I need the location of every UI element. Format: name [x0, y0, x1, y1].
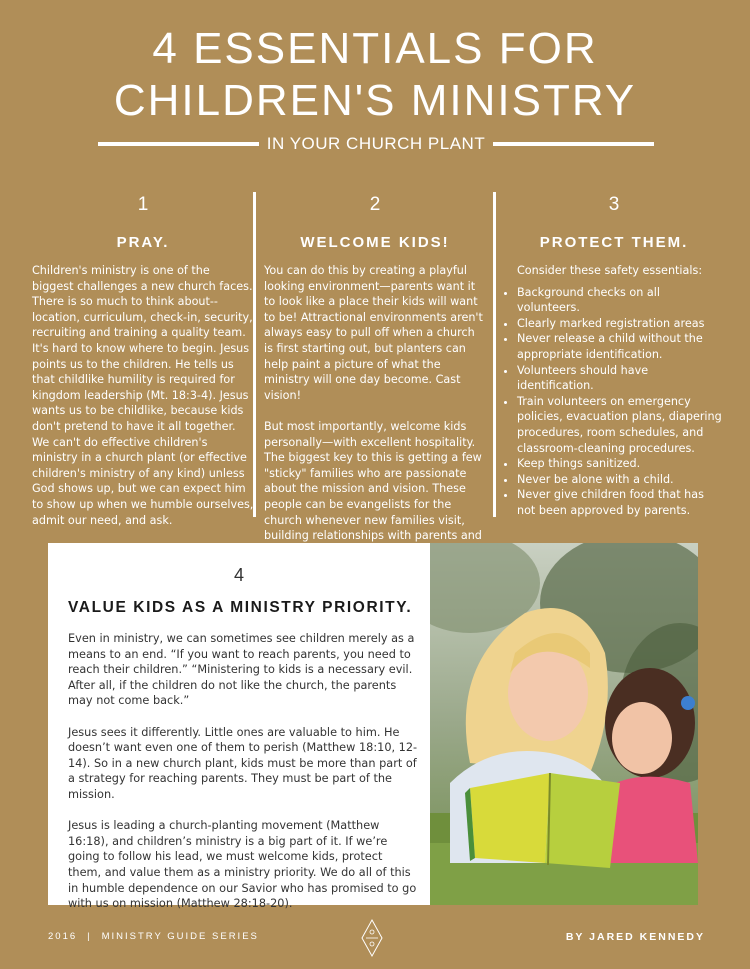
footer-series [48, 931, 259, 942]
column-divider [253, 192, 256, 517]
section-body [32, 263, 254, 528]
page-title-line-1: 4 ESSENTIALS FOR [152, 24, 598, 73]
photo-illustration [430, 543, 698, 905]
paragraph: Children's ministry is one of the biggest challenges a new church faces. There is so much to think about--location, curriculum, check-in, security, recruiting and training a quality team. It's hard to know where to begin. Jesus points us to the children. He tells us that childlike humility is required for kingdom leadership (Mt. 18:3-4). Jesus wants us to be childlike, because kids don't pretend to have it all together. We can't do effective children's ministry in a church plant (or effective children's ministry of any kind) unless God shows up, but we can expect him to show up when we humble ourselves, admit our need, and ask. [32, 264, 254, 527]
page-title-line-2: CHILDREN'S MINISTRY [113, 76, 637, 125]
section-number: 4 [233, 565, 244, 585]
logo-icon [360, 918, 384, 958]
paragraph: Even in ministry, we can sometimes see children merely as a means to an end. “If you want to reach parents, you need to reach their children.” “Ministering to kids is a necessary evil. After all, if the children do not like the church, the parents may not come back.” [68, 632, 415, 708]
footer-series-name: MINISTRY GUIDE SERIES [101, 931, 259, 942]
section-body [68, 631, 418, 927]
list-item: • Volunteers should have identification. [517, 363, 725, 394]
section-2 [264, 190, 486, 575]
section-heading: PROTECT THEM. [539, 234, 689, 251]
list-item: • Never be alone with a child. [517, 472, 725, 488]
paragraph: Jesus is leading a church-planting movement (Matthew 16:18), and children’s ministry is a big part of it. If we’re going to follow his lead, we must welcome kids, protect them, and value them as a ministry priority. We do all of this in humble dependence on our Savior who has promised to go with us on mission (Matthew 28:18-20). [68, 819, 417, 911]
list-item: • Keep things sanitized. [517, 456, 725, 472]
paragraph: Jesus sees it differently. Little ones are valuable to him. He doesn’t want even one of them to perish (Matthew 18:10, 12-14). So in a new church plant, kids must be more than part of a strategy for reaching parents. They must be part of the mission. [68, 725, 418, 801]
column-divider [493, 192, 496, 517]
section-heading: VALUE KIDS AS A MINISTRY PRIORITY. [68, 599, 413, 616]
section-number: 3 [608, 194, 620, 215]
section-body [503, 263, 725, 519]
footer-year: 2016 [48, 931, 78, 942]
list-item: • Train volunteers on emergency policies, evacuation plans, diapering procedures, room schedules, and classroom-cleaning procedures. [517, 394, 725, 456]
page-subtitle: IN YOUR CHURCH PLANT [266, 134, 486, 153]
subtitle-row [98, 132, 654, 156]
section-heading: WELCOME KIDS! [300, 234, 450, 251]
photo-mother-child-reading [430, 543, 698, 905]
list-item: • Never give children food that has not been approved by parents. [517, 487, 725, 518]
section-number: 2 [369, 194, 381, 215]
footer-author: BY JARED KENNEDY [565, 931, 705, 943]
section-1 [32, 190, 254, 544]
list-item: • Background checks on all volunteers. [517, 285, 725, 316]
section-4-card [48, 543, 430, 911]
section-3 [503, 190, 725, 519]
list-item: • Never release a child without the appropriate identification. [517, 331, 725, 362]
paragraph: But most importantly, welcome kids personally—with excellent hospitality. The biggest key to this is getting a few "sticky" families who are passionate about the mission and vision. These people can be evangelists for the church whenever new families visit, building relationships with parents and [264, 419, 482, 543]
section-body [264, 263, 486, 559]
safety-list [503, 285, 725, 519]
section-number: 1 [137, 194, 149, 215]
section-heading: PRAY. [116, 234, 170, 251]
footer-separator: | [87, 931, 92, 942]
paragraph: You can do this by creating a playful looking environment—parents want it to look like a place their kids will want to be! Attractional environments aren't always easy to pull off when a church is first starting out, but planters can help paint a picture of what the ministry will one day become. Cast vision! [264, 264, 483, 402]
list-item: • Clearly marked registration areas [517, 316, 725, 332]
section-intro: Consider these safety essentials: [517, 264, 703, 277]
subtitle-rule-right [493, 142, 654, 146]
subtitle-rule-left [98, 142, 259, 146]
